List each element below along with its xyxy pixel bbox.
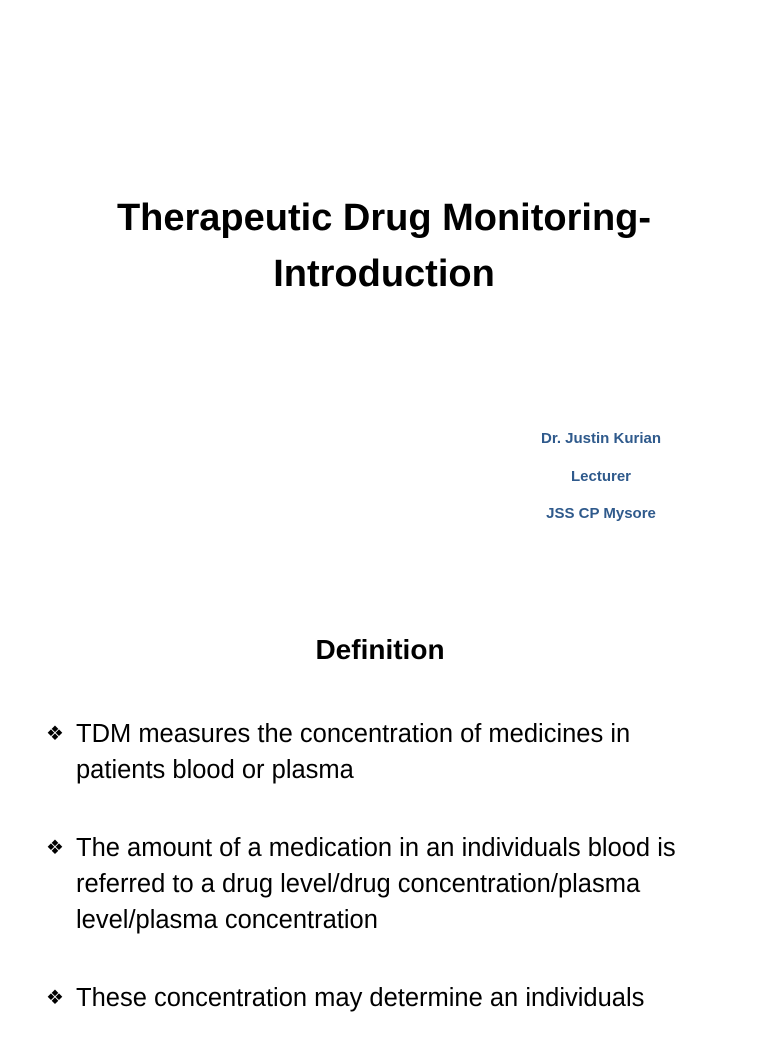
bullet-line: patients blood or plasma — [76, 756, 354, 784]
title-line: Introduction — [273, 253, 495, 295]
list-item — [46, 716, 746, 788]
presentation-title — [40, 190, 728, 302]
list-item — [46, 830, 746, 938]
diamond-bullet-icon: ❖ — [46, 987, 64, 1009]
bullet-text — [76, 716, 746, 788]
definition-slide — [0, 576, 768, 1024]
author-name: Dr. Justin Kurian — [540, 430, 662, 447]
list-item — [46, 980, 746, 1016]
bullet-line: These concentration may determine an individuals — [76, 984, 645, 1012]
bullet-line: level/plasma concentration — [76, 906, 378, 934]
author-position: Lecturer — [570, 467, 632, 485]
author-institution: JSS CP Mysore — [546, 505, 656, 522]
bullet-text — [76, 830, 746, 938]
slide-heading: Definition — [315, 634, 445, 665]
diamond-bullet-icon: ❖ — [46, 837, 64, 859]
bullet-line: TDM measures the concentration of medicines in — [76, 720, 631, 748]
bullet-list — [46, 716, 746, 1058]
bullet-line: referred to a drug level/drug concentration/plasma — [76, 870, 641, 898]
bullet-line: The amount of a medication in an individuals blood is — [76, 834, 676, 862]
title-line: Therapeutic Drug Monitoring- — [116, 197, 652, 239]
diamond-bullet-icon: ❖ — [46, 723, 64, 745]
bullet-text — [76, 980, 746, 1016]
author-block — [470, 426, 732, 539]
